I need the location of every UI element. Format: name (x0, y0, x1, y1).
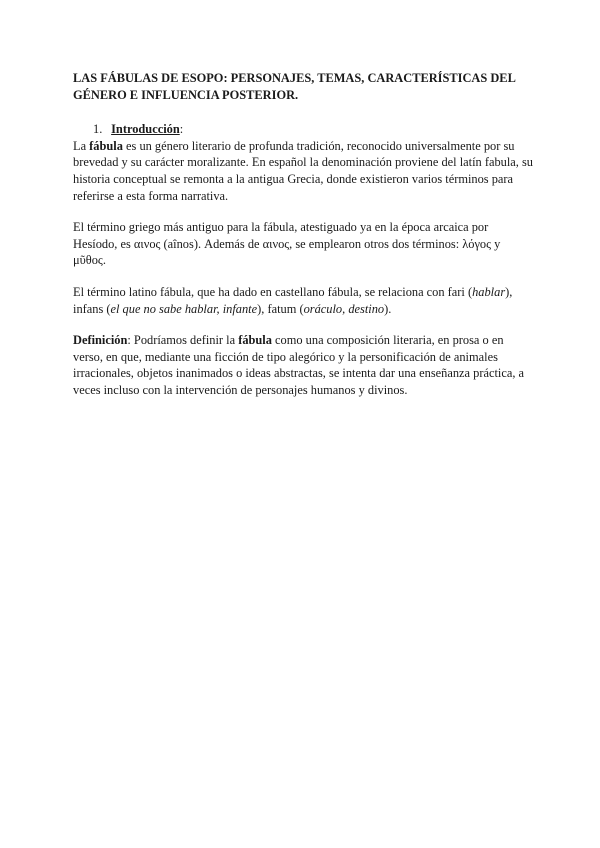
section-number: 1. (93, 122, 103, 137)
section-heading (73, 121, 533, 138)
text-run: : Podríamos definir la (127, 333, 239, 348)
paragraph-greek: El término griego más antiguo para la fábula, atestiguado ya en la época arcaica por Hesíodo, es αινος (aînos). Además de αινος, se emplearon otros dos términos: λόγος y μῦθος. (73, 220, 501, 268)
section-suffix: : (179, 122, 184, 137)
document-title: LAS FÁBULAS DE ESOPO: PERSONAJES, TEMAS, CARACTERÍSTICAS DEL GÉNERO E INFLUENCIA POSTERIOR. (73, 71, 516, 102)
section-label: Introducción (111, 122, 180, 137)
text-run: ), infans ( (73, 284, 513, 316)
italic-term: el que no sabe hablar, infante (110, 301, 258, 316)
document-page (73, 70, 533, 399)
text-run: ), fatum ( (257, 301, 304, 316)
bold-term: fábula (89, 138, 123, 153)
italic-term: oráculo, destino (303, 301, 385, 316)
text-run: La (73, 138, 90, 153)
bold-term: Definición (73, 333, 128, 348)
text-run: es un género literario de profunda tradición, reconocido universalmente por su brevedad y su carácter moralizante. En español la denominación proviene del latín fabula, su historia conceptual se remonta a la antigua Grecia, donde existieron varios términos para referirse a esta forma narrativa. (73, 138, 533, 203)
paragraph-intro (73, 138, 533, 204)
text-run: ). (384, 301, 392, 316)
paragraph-latin (73, 284, 533, 317)
text-run: El término latino fábula, que ha dado en castellano fábula, se relaciona con fari ( (73, 284, 473, 299)
bold-term: fábula (238, 333, 272, 348)
paragraph-definition (73, 332, 533, 398)
text-run: como una composición literaria, en prosa o en verso, en que, mediante una ficción de tipo alegórico y la personificación de animales irracionales, objetos inanimados o ideas abstractas, se intenta dar una enseñanza práctica, a veces incluso con la intervención de personajes humanos y divinos. (73, 333, 525, 397)
italic-term: hablar (472, 284, 506, 299)
